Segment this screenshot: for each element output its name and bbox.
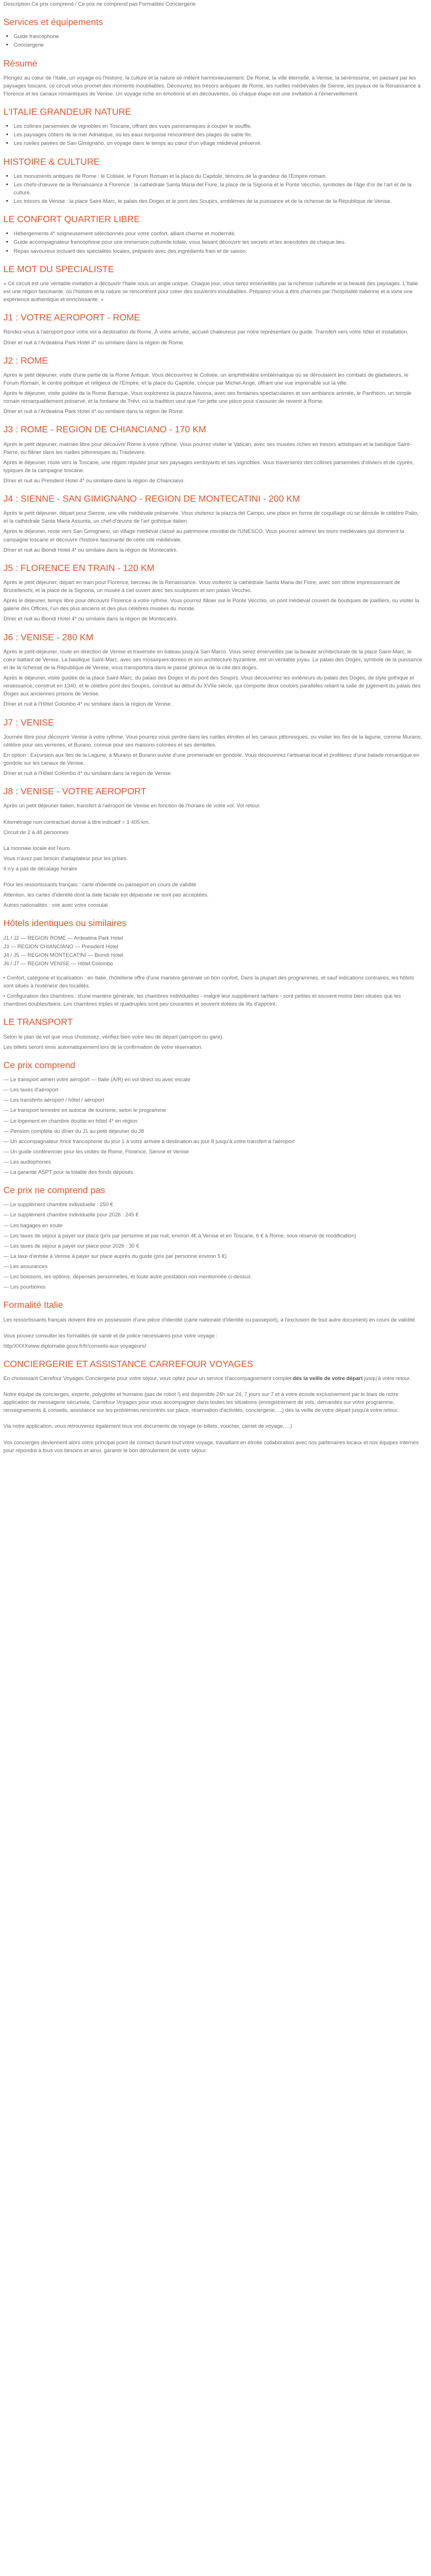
histoire-list: [3, 172, 423, 205]
list-item: — Les taxes de séjour à payer sur place pour 2026 : 30 €: [3, 1242, 139, 1249]
day-text: Après le petit déjeuner, matinée libre pour découvrir Rome à votre rythme. Vous pourrez visiter le Vatican, avec ses musées riches en trésors artistiques et la basilique Saint-Pierre, ou flâner dans les ruelles pittoresques du Trastevere.: [3, 440, 412, 455]
day-title: J2 : ROME: [3, 356, 48, 366]
note-text: La monnaie locale est l'euro.: [3, 844, 72, 851]
formalite-text: Vous pouvez consulter les formalités de santé et de police nécessaires pour votre voyage :: [3, 1332, 218, 1339]
conciergerie-text: Notre équipe de concierges, experte, polyglotte et humaine (pas de robot !) est disponible 24h sur 24, 7 jours sur 7 et à votre écoute exclusivement par le biais de notre application de messagerie sécurisée, Carrefour Voyages pour vous accompagner dans toutes les situations (enregistrement de vols, demandes sur votre programme, renseignements & conseils, assistance sur les problèmes rencontrés sur place, réservation d'activités, conciergerie, ...) dès la veille de votre départ jusqu'à votre retour.: [3, 1391, 399, 1414]
list-item: — Le transport aérien votre aéroport — Italie (A/R) en vol direct ou avec escale: [3, 1076, 190, 1083]
note-text: Kilométrage non contractuel donné à titre indicatif = 1 405 km.: [3, 818, 150, 825]
resume-title: Résumé: [3, 59, 38, 69]
day-text: Après le déjeuner, route vers la Toscane, une région réputée pour ses paysages verdoyants et ses vignobles. Vous traverserez des collines parsemées d'oliviers et de cyprès, typiques de la campagne toscane.: [3, 458, 414, 473]
conciergerie-text: Via notre application, vous retrouverez également tous vos documents de voyage (e-billets, voucher, carnet de voyage, ...): [3, 1423, 292, 1429]
list-item: — Un accompagnateur /trice francophone du jour 1 à votre arrivée à destination au jour 8 jusqu'à votre transfert à l'aéroport: [3, 1137, 295, 1144]
intro-links: Description Ce prix comprend / Ce prix ne comprend pas Formalités Conciergerie: [3, 1, 196, 7]
list-item: — La taxe d'entrée à Venise à payer sur place auprès du guide (prix par personne environ 5 €): [3, 1252, 227, 1259]
note-text: Autres nationalités : voir avec votre consulat: [3, 902, 108, 908]
formalite-title: Formalité Italie: [3, 1300, 63, 1311]
list-item: — Les boissons, les options, dépenses personnelles, et toute autre prestation non mentionnée ci-dessus: [3, 1273, 251, 1280]
prix-non-comprend-list: [3, 1201, 423, 1291]
list-item: — Le supplément chambre individuelle pour 2026 : 245 €: [3, 1211, 139, 1218]
transport-text: Selon le plan de vol que vous choisissez, vérifiez bien votre lieu de départ (aéroport ou gare).: [3, 1033, 224, 1040]
list-item: • Les collines parsemées de vignobles en Toscane, offrant des vues panoramiques à couper le souffle.: [14, 122, 423, 130]
services-title: Services et équipements: [3, 18, 103, 28]
day-text: Dîner et nuit au President Hotel 4* ou similaire dans la région de Chianciano.: [3, 477, 185, 483]
list-item: — Les pourboires: [3, 1283, 45, 1290]
list-item: — La garantie ASPT pour la totalité des fonds déposés: [3, 1169, 134, 1176]
list-item: — Le logement en chambre double en hôtel 4* en région: [3, 1117, 138, 1124]
hotel-note-text: Configuration des chambres : d'une manière générale, les chambres individuelles - malgré leur supplément tarifaire - sont petites et souvent moins bien situées que les chambres doubles/twins. Les chambres triples et quadruples sont peu courantes et souvent dotées de lits d'appoint.: [3, 993, 401, 1007]
list-item: • Hébergements 4* soigneusement sélectionnés pour votre confort, alliant charme et modernité.: [14, 230, 423, 237]
day-text: Rendez-vous à l'aéroport pour votre vol à destination de Rome. À votre arrivée, accueil chaleureux par notre représentant ou guide. Transfert vers votre hôtel et installation.: [3, 328, 409, 335]
specialiste-text: « Ce circuit est une véritable invitation à découvrir l'Italie sous un angle unique. Chaque jour, vous serez émerveillés par la richesse culturelle et la beauté des paysages. L'Italie est une région fascinante, où l'histoire et la nature se rencontrent pour créer des souvenirs inoubliables. Préparez-vous à être charmés par l'hospitalité italienne et à vivre une expérience authentique et enrichissante. »: [3, 280, 418, 303]
nature-list: [3, 122, 423, 147]
day-title: J3 : ROME - REGION DE CHIANCIANO - 170 KM: [3, 425, 206, 435]
conciergerie-text-pre: En choisissant Carrefour Voyages Conciergerie pour votre séjour, vous optez pour un service d'accompagnement complet: [3, 1375, 293, 1382]
day-text: Après le déjeuner, visite guidée de la place Saint-Marc, du palais des Doges et du pont des Soupirs. Vous découvrirez les extérieurs du palais des Doges, de style gothique et renaissance, construit en 1340, et le célèbre pont des Soupirs, construit au début du XVIIe siècle, qui comporte deux couloirs parallèles reliant la salle de jugement du palais des Doges aux anciennes prisons de Venise.: [3, 674, 421, 697]
transport-text: Les billets seront émis automatiquement lors de la confirmation de votre réservation.: [3, 1043, 203, 1050]
day-text: Après le petit déjeuner, départ pour Sienne, une ville médiévale préservée. Vous visiterez la piazza del Campo, une place en forme de coquillage où se déroule le célèbre Palio, et la cathédrale Santa Maria Assunta, un chef-d'œuvre de l'art gothique italien.: [3, 510, 419, 524]
list-item: — Les assurances: [3, 1263, 48, 1269]
conciergerie-title: CONCIERGERIE ET ASSISTANCE CARREFOUR VOYAGES: [3, 1359, 254, 1369]
day-text: Après le petit déjeuner, départ en train pour Florence, berceau de la Renaissance. Vous visiterez la cathédrale Santa Maria del Fiore, avec son dôme impressionnant de Brunelleschi, et la place de la Signoria, un musée à ciel ouvert avec ses sculptures et son palais Vecchio.: [3, 579, 400, 594]
resume-text: Plongez au cœur de l'Italie, un voyage où l'histoire, la culture et la nature se mêlent harmonieusement. De Rome, la ville éternelle, à Venise, la sérénissime, en passant par les paysages toscans, ce circuit vous promet des moments inoubliables. Découvrez les trésors antiques de Rome, les ruelles médiévales de Sienne, les joyaux de la Renaissance à Florence et les canaux romantiques de Venise. Un voyage riche en émotions et en découvertes, où chaque étape est une invitation à l'émerveillement.: [3, 74, 421, 97]
services-list: [3, 32, 423, 49]
list-item: • Les monuments antiques de Rome : le Colisée, le Forum Romain et la place du Capitole, témoins de la grandeur de l'Empire romain.: [14, 172, 423, 180]
day-title: J1 : VOTRE AEROPORT - ROME: [3, 313, 140, 323]
note-text: Attention, les cartes d'identité dont la date faciale est dépassée ne sont pas acceptées.: [3, 891, 209, 898]
list-item: • Conciergerie: [14, 41, 423, 49]
day-text: Dîner et nuit au Biondi Hotel 4* ou similaire dans la région de Montecatini.: [3, 615, 178, 622]
list-item: — Les audiophones: [3, 1158, 51, 1165]
list-item: — Un guide conférencier pour les visites de Rome, Florence, Sienne et Venise: [3, 1148, 189, 1154]
note-text: Pour les ressortissants français : carte d'identité ou passeport en cours de validité: [3, 881, 196, 888]
nature-title: L'ITALIE GRANDEUR NATURE: [3, 107, 131, 118]
day-text: Dîner et nuit à l'Ardeatina Park Hotel 4* ou similaire dans la région de Rome.: [3, 408, 185, 415]
confort-title: LE CONFORT QUARTIER LIBRE: [3, 215, 140, 225]
list-item: • Guide accompagnateur francophone pour une immersion culturelle totale, vous faisant découvrir les secrets et les anecdotes de chaque lieu.: [14, 238, 423, 246]
list-item: • Les paysages côtiers de la mer Adriatique, où les eaux turquoise rencontrent des plages de sable fin.: [14, 131, 423, 139]
transport-title: LE TRANSPORT: [3, 1018, 73, 1028]
day-text: Dîner et nuit à l'Hôtel Colombo 4* ou similaire dans la région de Venise.: [3, 770, 172, 777]
day-title: J8 : VENISE - VOTRE AEROPORT: [3, 787, 147, 797]
prix-comprend-list: [3, 1076, 423, 1176]
hotels-list: [3, 934, 423, 968]
conciergerie-text-post: jusqu'à votre retour.: [362, 1375, 411, 1382]
day-title: J5 : FLORENCE EN TRAIN - 120 KM: [3, 563, 155, 573]
day-text: Journée libre pour découvrir Venise à votre rythme. Vous pourrez vous perdre dans les ruelles étroites et les canaux pittoresques, ou visiter les îles de la lagune, comme Murano, célèbre pour ses verreries, et Burano, connue pour ses maisons colorées et ses dentelles.: [3, 733, 422, 748]
prix-comprend-title: Ce prix comprend: [3, 1060, 76, 1070]
day-title: J4 : SIENNE - SAN GIMIGNANO - REGION DE MONTECATINI - 200 KM: [3, 494, 300, 505]
list-item: • Les chefs-d'œuvre de la Renaissance à Florence : la cathédrale Santa Maria del Fiore, la place de la Signoria et le Ponte Vecchio, symboles de l'âge d'or de l'art et de la culture.: [14, 181, 423, 197]
conciergerie-text-bold: dès la veille de votre départ: [292, 1375, 363, 1382]
prix-non-comprend-title: Ce prix ne comprend pas: [3, 1186, 105, 1196]
hotel-line: J1 / J2 — REGION ROME — Ardeatina Park Hotel: [3, 934, 123, 941]
list-item: — Les transferts aéroport / hôtel / aéroport: [3, 1097, 105, 1103]
note-text: Il n'y a pas de décalage horaire: [3, 865, 78, 872]
list-item: • Les ruelles pavées de San Gimignano, un voyage dans le temps au cœur d'un village médiéval préservé.: [14, 139, 423, 147]
day-text: Après le déjeuner, route vers San Gimignano, un village médiéval classé au patrimoine mondial de l'UNESCO. Vous pourrez admirer les tours médiévales qui dominent la campagne toscane et découvrir l'histoire fascinante de cette cité médiévale.: [3, 528, 404, 543]
histoire-title: HISTOIRE & CULTURE: [3, 157, 100, 167]
formalite-text: Les ressortissants français doivent être en possession d'une pièce d'identité (carte nationale d'identité ou passeport), à l'exclusion de tout autre document) en cours de validité.: [3, 1316, 417, 1323]
day-text: Après le petit déjeuner, visite d'une partie de la Rome Antique. Vous découvrirez le Colisée, un amphithéâtre emblématique où se déroulaient les combats de gladiateurs, le Forum Romain, le centre politique et religieux de l'Empire, et la place du Capitole, conçue par Michel-Ange, offrant une vue imprenable sur la ville.: [3, 371, 409, 386]
list-item: — Le supplément chambre individuelle : 250 €: [3, 1201, 113, 1208]
day-title: J7 : VENISE: [3, 718, 54, 728]
hotel-note-text: Confort, catégorie et localisation : en Italie, l'hôtellerie offre d'une manière générale un bon confort. Dans la plupart des programmes, et sauf indications contraires, les hôtels sont situés à l'extérieur des localités.: [3, 974, 415, 989]
hotels-title: Hôtels identiques ou similaires: [3, 919, 127, 929]
hotel-line: J6 / J7 — REGION VENISE — Hôtel Colombo: [3, 960, 113, 966]
list-item: — Les taxes d'aéroport: [3, 1086, 59, 1093]
list-item: • Repas savoureux incluant des spécialités locales, préparés avec des ingrédients frais et de saison.: [14, 247, 423, 255]
day-title: J6 : VENISE - 280 KM: [3, 632, 94, 643]
day-text: Dîner et nuit à l'Hôtel Colombo 4* ou similaire dans la région de Venise.: [3, 701, 172, 707]
hotel-note: • Confort, catégorie et localisation : en Italie, l'hôtellerie offre d'une manière générale un bon confort. Dans la plupart des programmes, et sauf indications contraires, les hôtels sont situés à l'extérieur des localités.: [3, 974, 415, 989]
list-item: — Les taxes de séjour à payer sur place (prix par personne et par nuit, environ 4€ à Venise et en Toscane, 6 € à Rome, sous réserve de modification): [3, 1232, 357, 1239]
hotel-line: J4 / J5 — REGION MONTECATINI — Biondi Hotel: [3, 951, 123, 958]
day-text: En option : Excursion aux îles de la Lagune, à Murano et Burano suivie d'une promenade en gondole. Vous découvrirez l'artisanat local et profiterez d'une balade romantique en gondole sur les canaux de Venise.: [3, 751, 420, 766]
formalites-link[interactable]: http/XXXXwww.diplomatie.gouv.fr/fr/conseils-aux-voyageurs/: [3, 1342, 146, 1349]
hotel-line: J3 — REGION CHIANCIANO — President Hotel: [3, 943, 118, 949]
note-text: Vous n'avez pas besoin d'adaptateur pour les prises: [3, 855, 127, 861]
list-item: — Le transport terrestre en autocar de tourisme, selon le programme: [3, 1107, 167, 1114]
day-text: Après le déjeuner, visite guidée de la Rome Baroque. Vous explorerez la piazza Navona, avec ses fontaines spectaculaires et son ambiance animée, le Panthéon, un temple romain remarquablement préservé, et la fontaine de Trévi, où la tradition veut que l'on jette une pièce pour s'assurer de revenir à Rome.: [3, 390, 412, 405]
list-item: — Pension complète du dîner du J1 au petit déjeuner du J8: [3, 1127, 144, 1134]
list-item: • Guide francophone: [14, 32, 423, 40]
day-text: Dîner et nuit à l'Ardeatina Park Hotel 4* ou similaire dans la région de Rome.: [3, 339, 185, 345]
confort-list: [3, 230, 423, 255]
day-text: Après le déjeuner, temps libre pour découvrir Florence à votre rythme. Vous pourrez flâner sur le Ponte Vecchio, un pont médiéval couvert de boutiques de joailliers, ou visiter la galerie des Offices, l'un des plus anciens et des plus célèbres musées du monde.: [3, 597, 420, 612]
note-text: Circuit de 2 à 48 personnes: [3, 828, 69, 835]
hotel-note: • Configuration des chambres : d'une manière générale, les chambres individuelles - malgré leur supplément tarifaire - sont petites et souvent moins bien situées que les chambres doubles/twins. Les chambres triples et quadruples sont peu courantes et souvent dotées de lits d'appoint.: [3, 993, 401, 1007]
list-item: — Les bagages en soute: [3, 1222, 63, 1228]
conciergerie-text: [3, 1374, 423, 1382]
day-text: Après le petit-déjeuner, route en direction de Venise et traversée en bateau jusqu'à San Marco. Vous serez émerveillés par la beauté architecturale de la place Saint-Marc, le cœur battant de Venise. La basilique Saint-Marc, avec ses mosaïques dorées et son architecture byzantine, est un véritable joyau. Le palais des Doges, symbole de la puissance et de la richesse de la République de Venise, vous transportera dans le passé glorieux de la cité des doges.: [3, 648, 422, 670]
day-text: Après un petit déjeuner italien, transfert à l'aéroport de Venise en fonction de l'horaire de votre vol. Vol retour.: [3, 802, 261, 809]
day-text: Dîner et nuit au Biondi Hotel 4* ou similaire dans la région de Montecatini.: [3, 546, 178, 553]
list-item: • Les trésors de Venise : la place Saint-Marc, le palais des Doges et le pont des Soupirs, emblèmes de la puissance et de la richesse de la République de Venise.: [14, 197, 423, 205]
specialiste-title: LE MOT DU SPECIALISTE: [3, 264, 114, 274]
conciergerie-text: Vos concierges deviennent alors votre principal point de contact durant tout votre voyage, travaillant en étroite collaboration avec nos partenaires locaux et nos équipes internes pour répondre à tous vos besoins et ainsi, garantir le bon déroulement de votre séjour.: [3, 1439, 419, 1453]
